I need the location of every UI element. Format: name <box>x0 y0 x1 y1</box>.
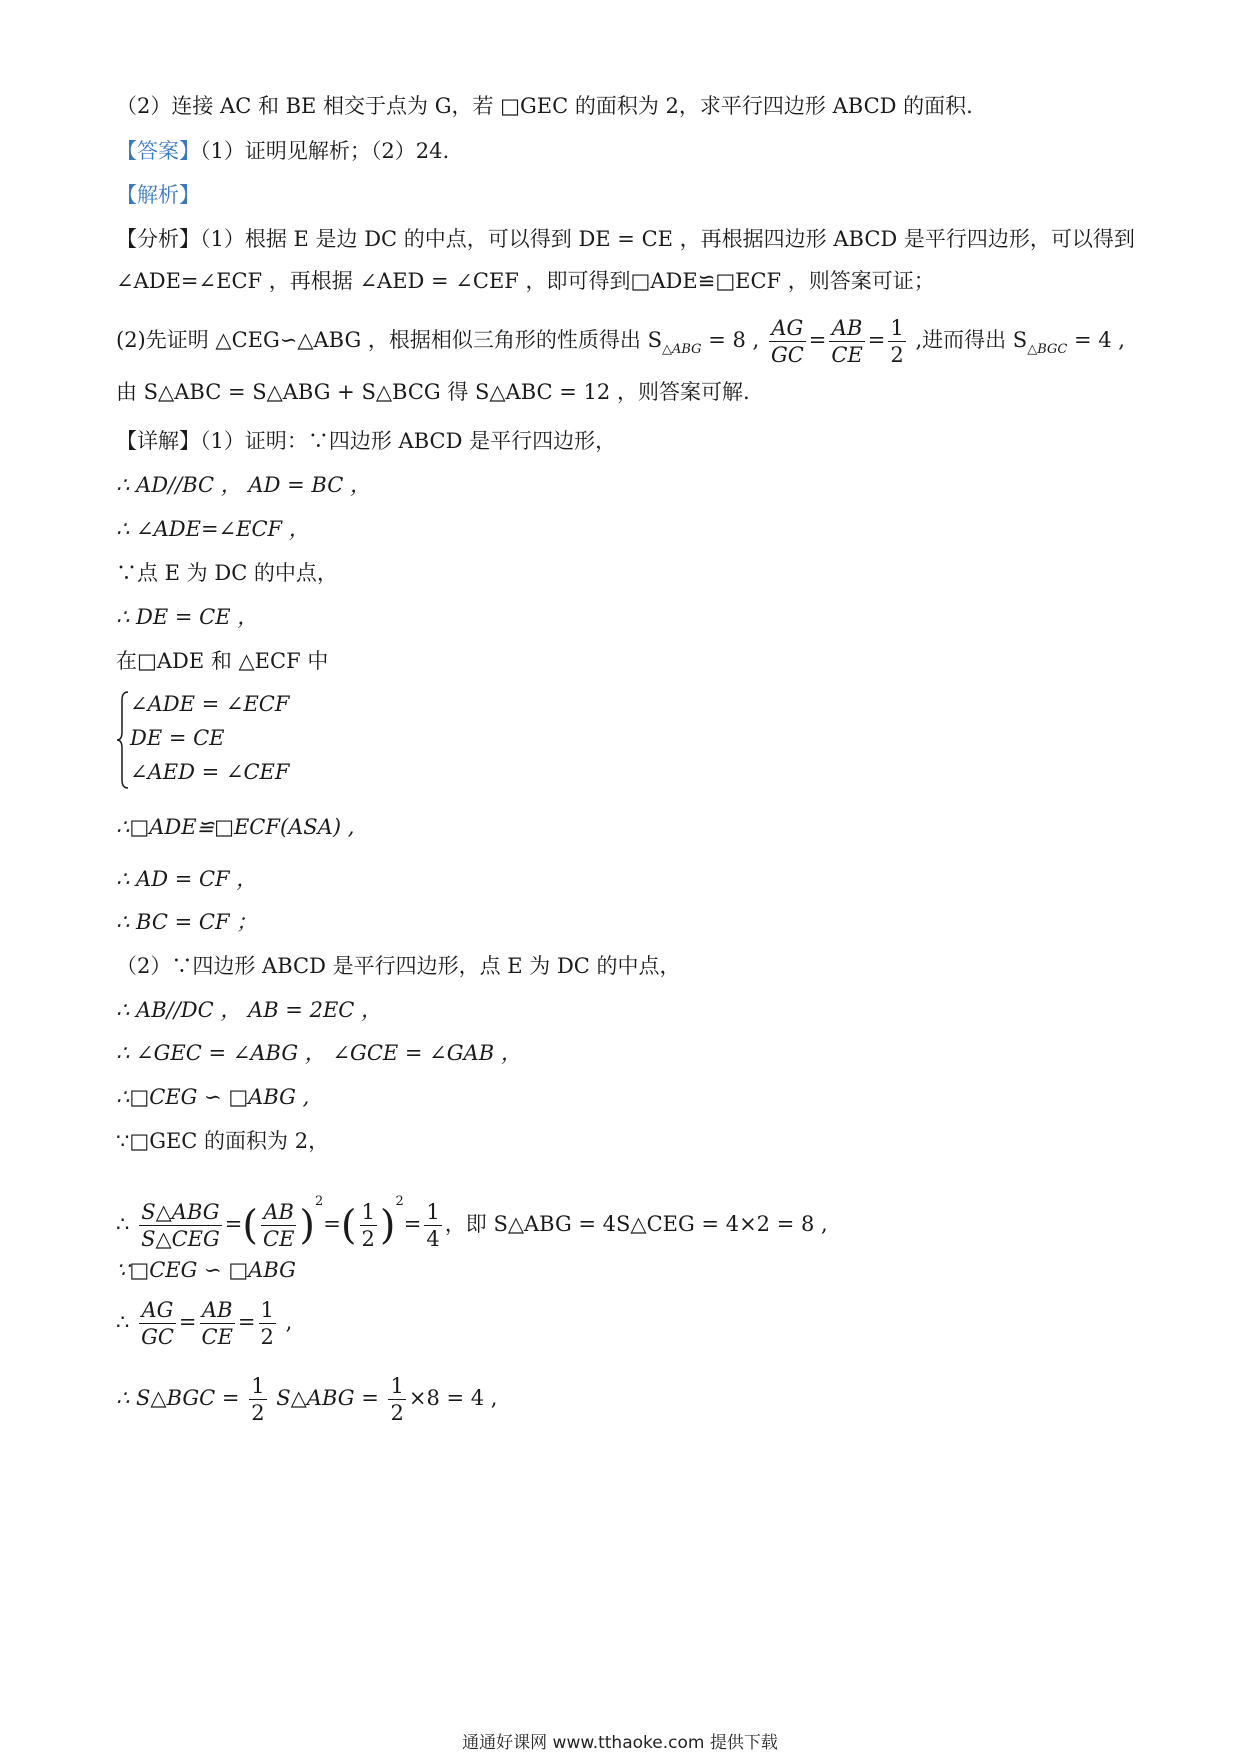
denominator: 2 <box>390 1400 404 1425</box>
step-14: ∴ $\frac{\text{S△ABG}}{\text{S△CEG}}$ =( $\frac{AB}{CE}$ )$^2$=( $\frac{1}{2}$ )$^2$= $\frac{1}{4}$ ，即 S△ABG = 4S△CEG = 4×2 = 8 , <box>116 1194 828 1251</box>
numerator: AG <box>139 1300 176 1324</box>
step-9: （2）∵四边形 ABCD 是平行四边形，点 E 为 DC 的中点， <box>116 954 681 978</box>
denominator: 2 <box>361 1226 375 1251</box>
analysis-line-1: 【分析】（1）根据 E 是边 DC 的中点，可以得到 DE = CE ，再根据四边形 ABCD 是平行四边形，可以得到 <box>116 227 1135 251</box>
system-row-2: DE = CE <box>130 726 225 750</box>
numerator: 1 <box>426 1199 440 1224</box>
equation-system <box>116 690 376 808</box>
step-17 <box>116 1366 497 1430</box>
step-6: ∴□ADE≌□ECF(ASA) , <box>116 815 355 839</box>
denominator: 2 <box>890 342 904 367</box>
numerator: AG <box>769 318 806 342</box>
step-2: ∴ ∠ADE=∠ECF ， <box>116 517 310 541</box>
analysis-line-3-text-2: ,进而得出 S <box>908 328 1028 352</box>
fraction-one-half <box>259 1297 276 1349</box>
numerator: AB <box>829 318 864 342</box>
step-15: ∵□CEG ∽ □ABG <box>116 1258 296 1282</box>
system-row-1: ∠ADE = ∠ECF <box>130 692 290 716</box>
therefore-sign: ∴ <box>116 1212 130 1236</box>
exponent: 2 <box>395 1194 404 1209</box>
fraction-one-half <box>360 1199 377 1251</box>
step-17-rest: ×8 = 4 , <box>408 1386 498 1410</box>
step-17-mid: S△ABG = <box>269 1386 386 1410</box>
paren-open: ( <box>242 1202 258 1249</box>
denominator: GC <box>141 1324 174 1349</box>
denominator: CE <box>201 1324 233 1349</box>
step-5: 在□ADE 和 △ECF 中 <box>116 649 329 673</box>
numerator: AB <box>200 1300 235 1324</box>
denominator: S△CEG <box>141 1226 220 1251</box>
numerator: AB <box>261 1202 296 1226</box>
numerator: 1 <box>890 315 904 340</box>
answer-line <box>116 137 449 165</box>
denominator: 2 <box>260 1324 274 1349</box>
numerator: 1 <box>361 1199 375 1224</box>
fraction-ag-gc <box>769 315 806 367</box>
fraction-one-half <box>249 1373 266 1425</box>
comma: , <box>278 1310 293 1334</box>
step-7: ∴ AD = CF ， <box>116 867 258 891</box>
system-row-3: ∠AED = ∠CEF <box>130 760 290 784</box>
analysis-tag: 【解析】 <box>116 183 200 207</box>
analysis-line-3-value-2: = 4 , <box>1067 328 1125 352</box>
paren-close: ) <box>379 1202 396 1249</box>
fraction-ab-ce <box>200 1297 235 1349</box>
page-footer: 通通好课网 www.tthaoke.com 提供下载 <box>462 1733 778 1753</box>
denominator: GC <box>770 342 804 367</box>
fraction-one-quarter <box>424 1199 441 1251</box>
step-8: ∴ BC = CF ； <box>116 910 258 934</box>
analysis-line-3-text: (2)先证明 △CEG∽△ABG ，根据相似三角形的性质得出 S <box>116 328 662 352</box>
numerator: 1 <box>390 1373 404 1398</box>
analysis-line-2: ∠ADE=∠ECF ，再根据 ∠AED = ∠CEF ，即可得到□ADE≌□ECF ，则答案可证； <box>116 269 935 293</box>
numerator: 1 <box>260 1297 274 1322</box>
step-14-rest: ，即 S△ABG = 4S△CEG = 4×2 = 8 , <box>444 1212 828 1236</box>
detail-heading: 【详解】（1）证明：∵四边形 ABCD 是平行四边形， <box>116 429 617 453</box>
analysis-line-3-value: = 8 , <box>701 328 760 352</box>
numerator: S△ABG <box>139 1202 222 1226</box>
answer-tag: 【答案】 <box>116 139 200 163</box>
paren-close: ) <box>299 1202 316 1249</box>
step-11: ∴ ∠GEC = ∠ABG ， ∠GCE = ∠GAB ， <box>116 1041 522 1065</box>
step-4: ∴ DE = CE ， <box>116 605 259 629</box>
subscript: △ABG <box>662 342 702 357</box>
fraction-ag-gc <box>139 1297 176 1349</box>
fraction-ab-ce <box>829 315 864 367</box>
step-1: ∴ AD//BC ， AD = BC ， <box>116 473 371 497</box>
denominator: 4 <box>426 1226 440 1251</box>
step-3: ∵点 E 为 DC 的中点， <box>116 561 338 585</box>
fraction-one-half <box>888 315 905 367</box>
exponent: 2 <box>315 1194 324 1209</box>
fraction-area-ratio <box>139 1199 222 1251</box>
step-17-lhs: ∴ S△BGC = <box>116 1386 247 1410</box>
analysis-line-3: (2)先证明 △CEG∽△ABG ，根据相似三角形的性质得出 $S_{\triangle ABG} = 8$ , $\frac{AG}{GC}$ = $\frac{AB}{CE}$ = $\frac{1}{2}$ ,进而得出 $S_{\triangle BGC} = 4$ , <box>116 315 1125 367</box>
therefore-sign: ∴ <box>116 1310 130 1334</box>
denominator: 2 <box>251 1400 265 1425</box>
step-12: ∴□CEG ∽ □ABG , <box>116 1085 310 1109</box>
step-16: ∴ $\frac{AG}{GC}$ = $\frac{AB}{CE}$ = $\frac{1}{2}$ , <box>116 1297 293 1349</box>
fraction-one-half <box>388 1373 405 1425</box>
left-brace-icon <box>116 690 130 790</box>
denominator: CE <box>831 342 863 367</box>
paren-open: ( <box>340 1202 357 1249</box>
numerator: 1 <box>251 1373 265 1398</box>
answer-text: （1）证明见解析；（2）24. <box>200 139 450 163</box>
question-part2: （2）连接 AC 和 BE 相交于点为 G，若 □GEC 的面积为 2，求平行四边形 ABCD 的面积. <box>116 94 973 118</box>
step-10: ∴ AB//DC ， AB = 2EC ， <box>116 998 383 1022</box>
subscript: △BGC <box>1027 342 1068 357</box>
denominator: CE <box>263 1226 295 1251</box>
fraction-ab-ce <box>261 1199 296 1251</box>
step-13: ∵□GEC 的面积为 2， <box>116 1129 330 1153</box>
analysis-line-4: 由 S△ABC = S△ABG + S△BCG 得 S△ABC = 12 ，则答案可解. <box>116 380 750 404</box>
